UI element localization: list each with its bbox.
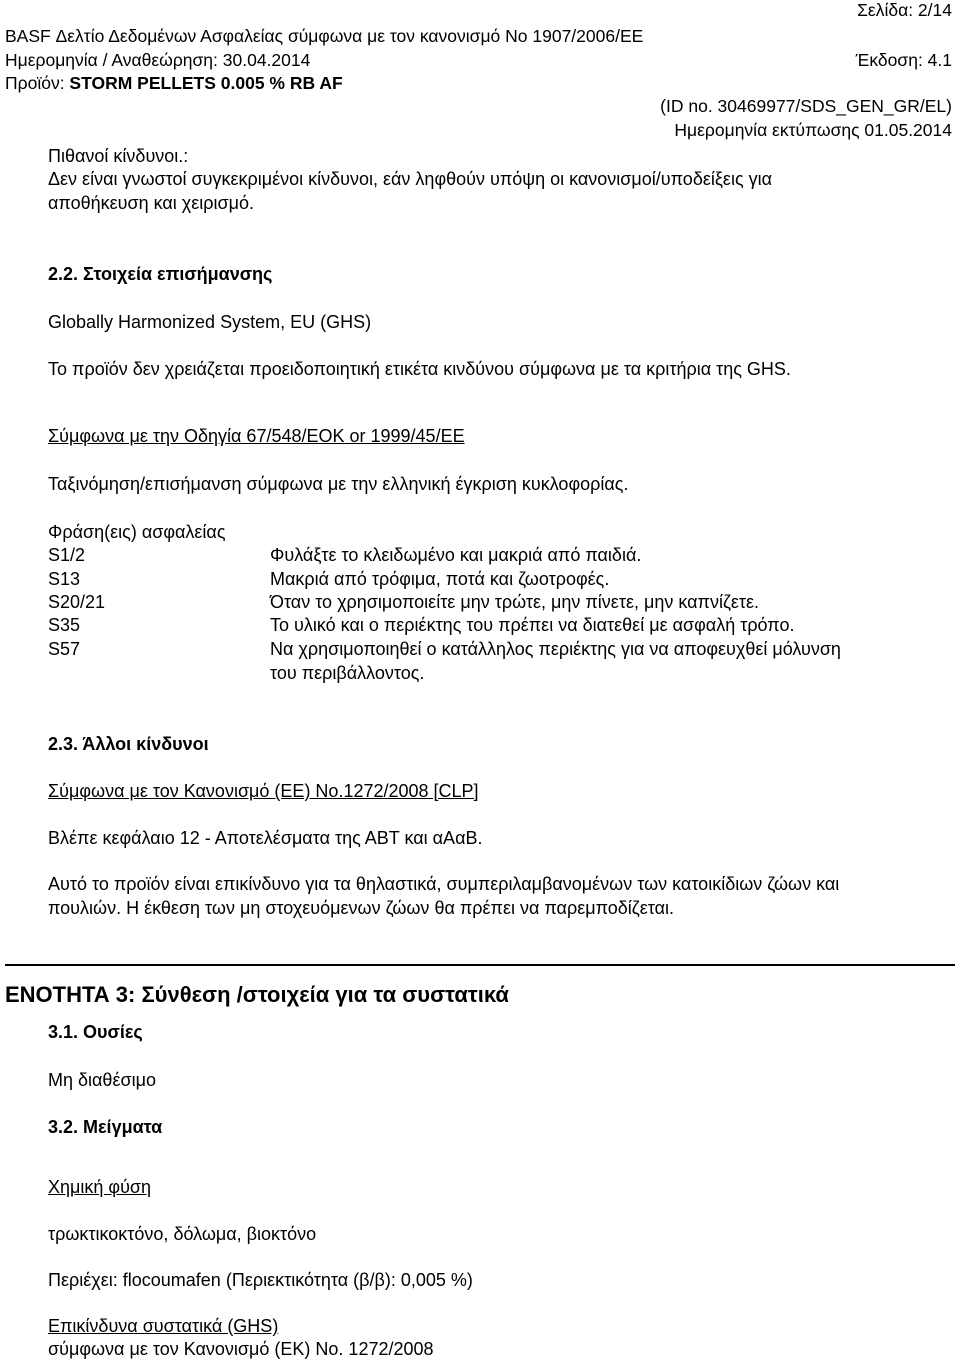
id-number: (ID no. 30469977/SDS_GEN_GR/EL) — [660, 96, 952, 116]
danger-text-2: πουλιών. Η έκθεση των μη στοχευόμενων ζώων θα πρέπει να παρεμποδίζεται. — [48, 898, 675, 918]
product-line — [5, 73, 343, 94]
mixtures-heading: 3.2. Μείγματα — [48, 1117, 163, 1137]
product-label: Προϊόν: — [5, 73, 70, 93]
safety-phrases-title: Φράση(εις) ασφαλείας — [48, 522, 226, 542]
section-2-3-heading: 2.3. Άλλοι κίνδυνοι — [48, 734, 209, 754]
product-name: STORM PELLETS 0.005 % RB AF — [69, 73, 343, 93]
see-chapter: Βλέπε κεφάλαιο 12 - Αποτελέσματα της ΑΒΤ και αΑαΒ. — [48, 828, 483, 848]
contains-text: Περιέχει: flocoumafen (Περιεκτικότητα (β/β): 0,005 %) — [48, 1270, 473, 1290]
phrase-text: Το υλικό και ο περιέκτης του πρέπει να διατεθεί με ασφαλή τρόπο. — [270, 615, 795, 635]
print-date: Ημερομηνία εκτύπωσης 01.05.2014 — [674, 120, 952, 140]
possible-hazards-text-2: αποθήκευση και χειρισμό. — [48, 193, 254, 213]
substances-text: Μη διαθέσιμο — [48, 1070, 156, 1090]
version: Έκδοση: 4.1 — [855, 50, 952, 70]
phrase-text: Να χρησιμοποιηθεί ο κατάλληλος περιέκτης για να αποφευχθεί μόλυνση — [270, 639, 841, 659]
clp-regulation: Σύμφωνα με τον Κανονισμό (ΕΕ) No.1272/2008 [CLP] — [48, 781, 479, 801]
phrase-code: S57 — [48, 639, 81, 659]
phrase-code: S35 — [48, 615, 81, 635]
directive-text: Ταξινόμηση/επισήμανση σύμφωνα με την ελληνική έγκριση κυκλοφορίας. — [48, 474, 629, 494]
substances-heading: 3.1. Ουσίες — [48, 1022, 143, 1042]
directive-title: Σύμφωνα με την Οδηγία 67/548/ΕΟΚ or 1999/45/ΕΕ — [48, 426, 465, 446]
revision-date: Ημερομηνία / Αναθεώρηση: 30.04.2014 — [5, 50, 311, 70]
phrase-code: S20/21 — [48, 592, 106, 612]
hazardous-components-text: σύμφωνα με τον Κανονισμό (ΕΚ) No. 1272/2008 — [48, 1339, 434, 1359]
phrase-text: Μακριά από τρόφιμα, ποτά και ζωοτροφές. — [270, 569, 610, 589]
section-3-heading: ΕΝΟΤΗΤΑ 3: Σύνθεση /στοιχεία για τα συστατικά — [5, 982, 509, 1007]
section-divider — [5, 964, 955, 966]
hazardous-components-title: Επικίνδυνα συστατικά (GHS) — [48, 1316, 279, 1336]
page-number: Σελίδα: 2/14 — [857, 0, 952, 20]
possible-hazards-text-1: Δεν είναι γνωστοί συγκεκριμένοι κίνδυνοι, εάν ληφθούν υπόψη οι κανονισμοί/υποδείξεις για — [48, 169, 773, 189]
chemical-nature-text: τρωκτικοκτόνο, δόλωμα, βιοκτόνο — [48, 1224, 317, 1244]
chemical-nature-title: Χημική φύση — [48, 1177, 152, 1197]
phrase-text-continued: του περιβάλλοντος. — [270, 663, 425, 683]
section-2-2-heading: 2.2. Στοιχεία επισήμανσης — [48, 264, 273, 284]
ghs-title: Globally Harmonized System, EU (GHS) — [48, 312, 372, 332]
phrase-text: Φυλάξτε το κλειδωμένο και μακριά από παιδιά. — [270, 545, 642, 565]
possible-hazards-title: Πιθανοί κίνδυνοι.: — [48, 146, 189, 166]
phrase-code: S13 — [48, 569, 81, 589]
danger-text-1: Αυτό το προϊόν είναι επικίνδυνο για τα θηλαστικά, συμπεριλαμβανομένων των κατοικίδιων ζώων και — [48, 874, 840, 894]
document-title: BASF Δελτίο Δεδομένων Ασφαλείας σύμφωνα με τον κανονισμό No 1907/2006/EE — [5, 26, 644, 46]
phrase-text: Όταν το χρησιμοποιείτε μην τρώτε, μην πίνετε, μην καπνίζετε. — [270, 592, 760, 612]
ghs-text: Το προϊόν δεν χρειάζεται προειδοποιητική ετικέτα κινδύνου σύμφωνα με τα κριτήρια της GHS. — [48, 359, 791, 379]
phrase-code: S1/2 — [48, 545, 86, 565]
